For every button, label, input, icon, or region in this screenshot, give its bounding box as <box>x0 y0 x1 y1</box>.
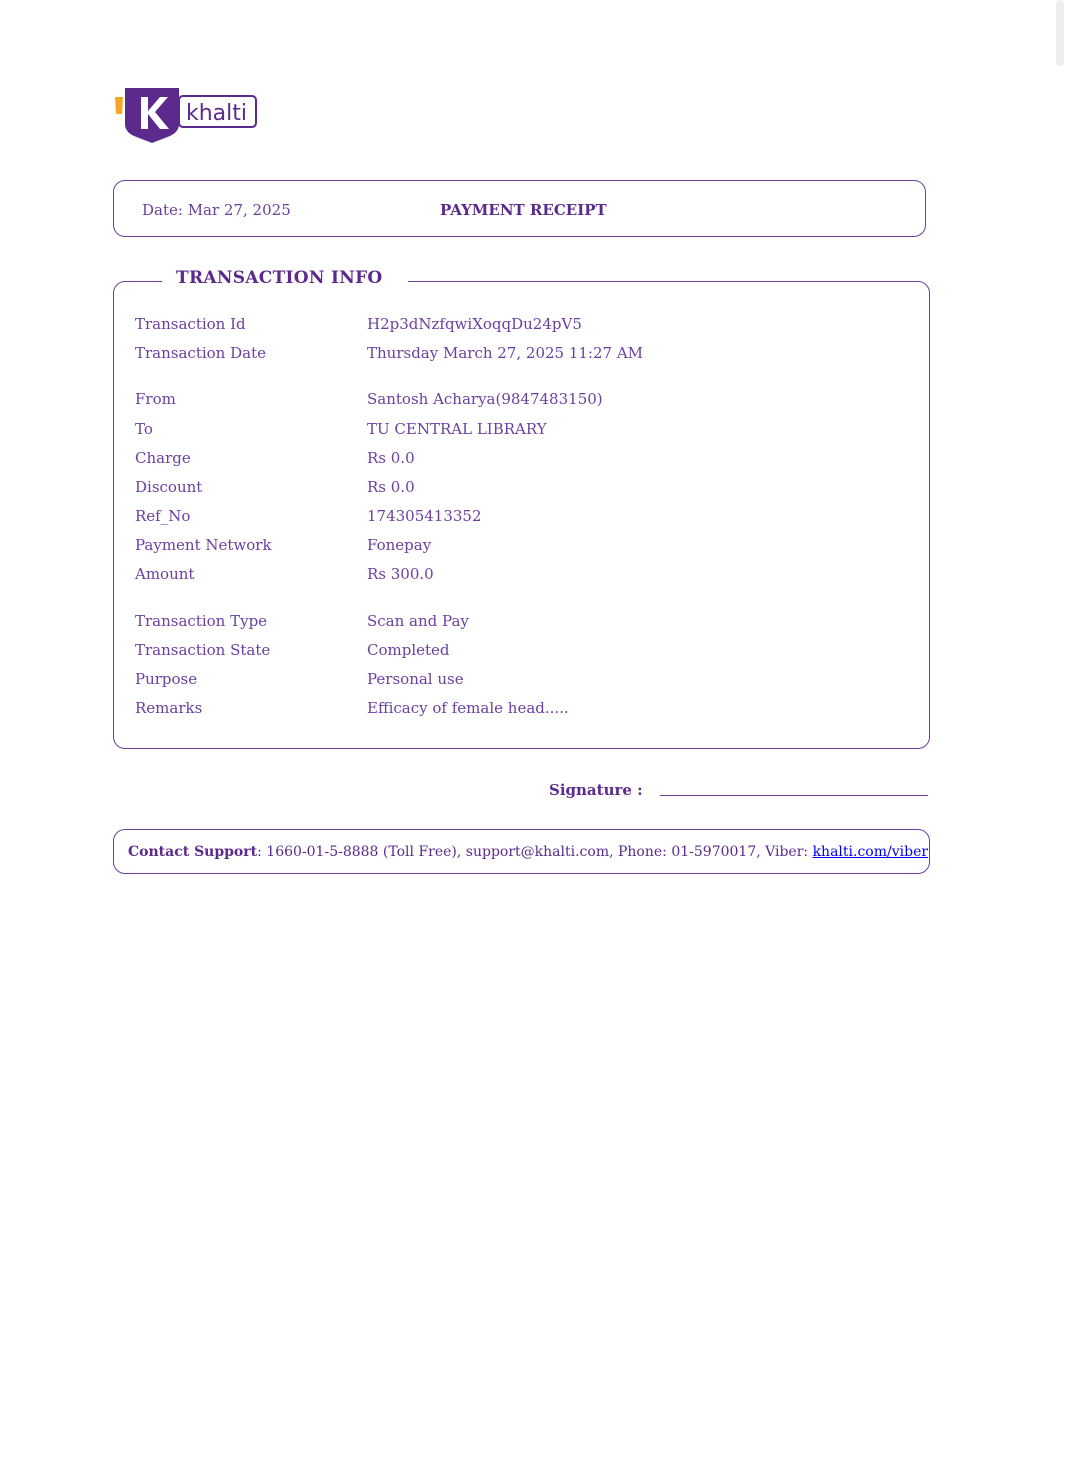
row-label: Charge <box>135 449 191 467</box>
row-value: Fonepay <box>367 536 432 554</box>
row-label: Transaction State <box>135 641 271 659</box>
section-title: TRANSACTION INFO <box>162 268 408 288</box>
row-label: Ref_No <box>135 507 191 525</box>
scrollbar[interactable] <box>1056 0 1064 66</box>
row-label: Transaction Id <box>135 315 246 333</box>
transaction-info-panel <box>113 268 930 749</box>
row-label: Remarks <box>135 699 203 717</box>
khalti-logo <box>112 84 260 146</box>
row-value: Rs 0.0 <box>367 449 415 467</box>
row-value: 174305413352 <box>367 507 482 525</box>
receipt-title: PAYMENT RECEIPT <box>440 201 607 219</box>
row-value: Completed <box>367 641 450 659</box>
row-value: Efficacy of female head..... <box>367 699 569 717</box>
logo-text: khalti <box>186 101 248 126</box>
row-value: Personal use <box>367 670 464 688</box>
row-label: Purpose <box>135 670 198 688</box>
contact-details: : 1660-01-5-8888 (Toll Free), support@khalti.com, Phone: 01-5970017, Viber: <box>257 844 813 860</box>
row-value: Scan and Pay <box>367 612 469 630</box>
receipt-header <box>113 180 926 237</box>
row-label: Transaction Date <box>135 344 266 362</box>
row-label: Amount <box>135 565 195 583</box>
row-label: From <box>135 390 176 408</box>
khalti-logo-icon <box>112 84 260 146</box>
row-value: Rs 0.0 <box>367 478 415 496</box>
row-value: H2p3dNzfqwiXoqqDu24pV5 <box>367 315 582 333</box>
receipt-date: Date: Mar 27, 2025 <box>142 201 291 219</box>
row-value: Rs 300.0 <box>367 565 434 583</box>
signature-label: Signature : <box>549 781 643 799</box>
contact-support-box <box>113 829 930 874</box>
contact-support-text <box>128 844 928 860</box>
row-value: TU CENTRAL LIBRARY <box>367 420 547 438</box>
contact-label: Contact Support <box>128 844 258 860</box>
viber-link[interactable]: khalti.com/viber <box>812 844 929 860</box>
row-value: Thursday March 27, 2025 11:27 AM <box>367 344 644 362</box>
row-label: Payment Network <box>135 536 272 554</box>
row-label: Transaction Type <box>135 612 268 630</box>
row-label: To <box>135 420 153 438</box>
signature-line <box>660 795 928 796</box>
row-value: Santosh Acharya(9847483150) <box>367 390 603 408</box>
row-label: Discount <box>135 478 203 496</box>
